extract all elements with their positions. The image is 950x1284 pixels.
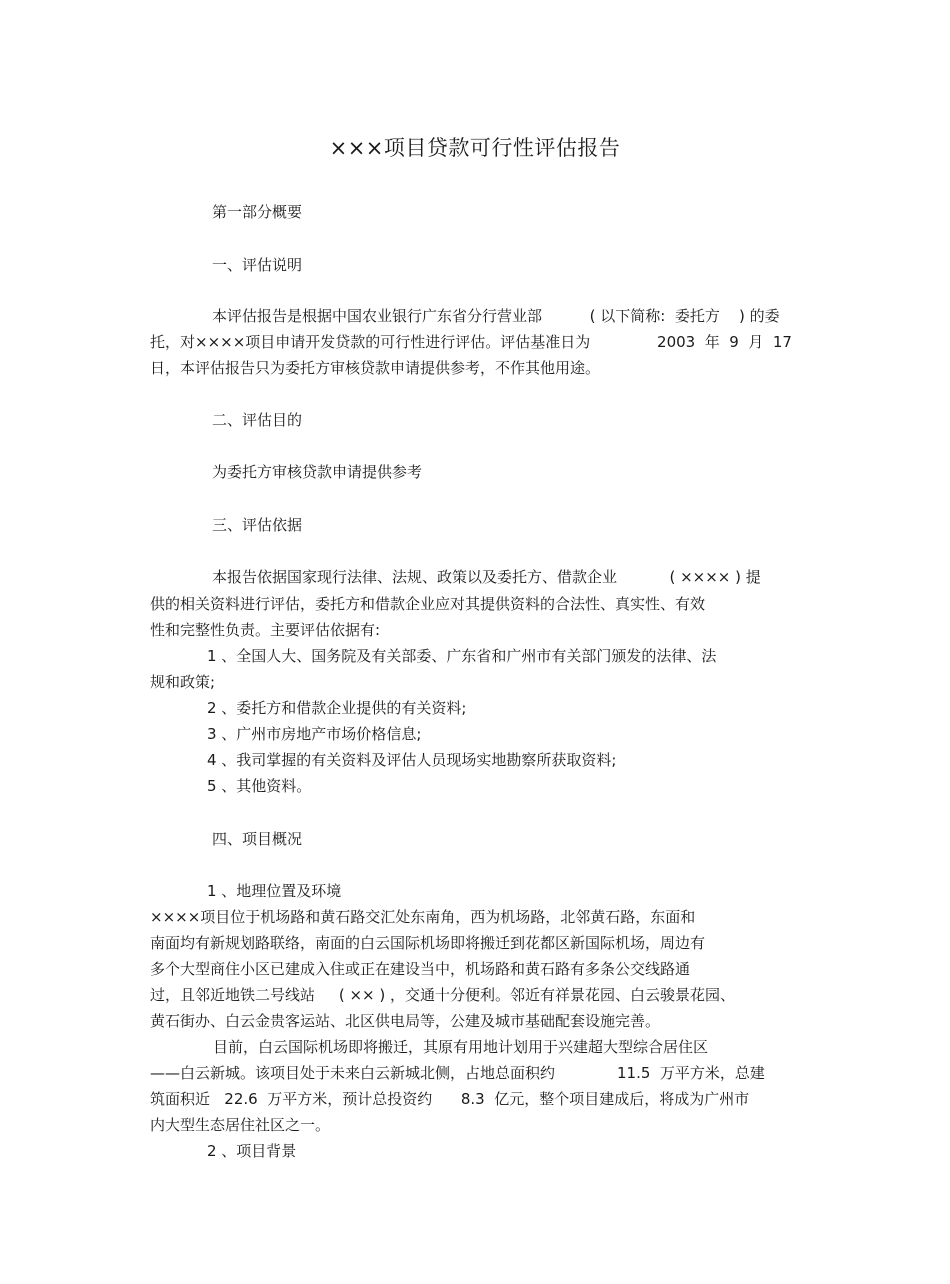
paragraph-line: 本评估报告是根据中国农业银行广东省分行营业部 ( 以下简称: 委托方 ) 的委 — [212, 307, 780, 325]
paragraph-line: 目前，白云国际机场即将搬迁，其原有用地计划用于兴建超大型综合居住区 — [213, 1038, 709, 1056]
paragraph-line: 内大型生态居住社区之一。 — [150, 1116, 331, 1134]
list-item: 1 、全国人大、国务院及有关部委、广东省和广州市有关部门颁发的法律、法 — [207, 647, 717, 665]
document-title: ×××项目贷款可行性评估报告 — [329, 136, 621, 160]
paragraph-line: 日，本评估报告只为委托方审核贷款申请提供参考，不作其他用途。 — [150, 359, 601, 377]
section-heading-evaluation-purpose: 二、评估目的 — [212, 411, 303, 429]
paragraph-line: 筑面积近 22.6 万平方米，预计总投资约 8.3 亿元，整个项目建成后，将成为广州市 — [150, 1090, 750, 1108]
paragraph-line: 多个大型商住小区已建成入住或正在建设当中，机场路和黄石路有多条公交线路通 — [150, 960, 691, 978]
paragraph-line: 过，且邻近地铁二号线站 ( ×× ) ，交通十分便利。邻近有祥景花园、白云骏景花园、 — [150, 986, 735, 1004]
part-heading: 第一部分概要 — [212, 203, 303, 221]
paragraph-line: 为委托方审核贷款申请提供参考 — [212, 463, 423, 481]
subsection-heading-project-background: 2 、项目背景 — [207, 1142, 297, 1160]
paragraph-line: 托，对××××项目申请开发贷款的可行性进行评估。评估基准日为 2003 年 9 月 17 — [150, 333, 792, 351]
paragraph-line: ——白云新城。该项目处于未来白云新城北侧，占地总面积约 11.5 万平方米，总建 — [150, 1064, 765, 1082]
list-item: 4 、我司掌握的有关资料及评估人员现场实地勘察所获取资料; — [207, 751, 617, 769]
paragraph-line: ××××项目位于机场路和黄石路交汇处东南角，西为机场路，北邻黄石路，东面和 — [150, 908, 696, 926]
section-heading-evaluation-notes: 一、评估说明 — [212, 256, 303, 274]
paragraph-line: 性和完整性负责。主要评估依据有: — [150, 621, 381, 639]
paragraph-line: 供的相关资料进行评估，委托方和借款企业应对其提供资料的合法性、真实性、有效 — [150, 595, 706, 613]
list-item: 3 、广州市房地产市场价格信息; — [207, 725, 422, 743]
section-heading-project-overview: 四、项目概况 — [212, 830, 303, 848]
paragraph-line: 黄石街办、白云金贵客运站、北区供电局等，公建及城市基础配套设施完善。 — [150, 1012, 661, 1030]
subsection-heading-location: 1 、地理位置及环境 — [207, 882, 342, 900]
section-heading-evaluation-basis: 三、评估依据 — [212, 516, 303, 534]
list-item: 2 、委托方和借款企业提供的有关资料; — [207, 699, 467, 717]
list-item: 5 、其他资料。 — [207, 777, 312, 795]
list-item-continuation: 规和政策; — [150, 673, 216, 691]
paragraph-line: 南面均有新规划路联络，南面的白云国际机场即将搬迁到花都区新国际机场，周边有 — [150, 934, 706, 952]
paragraph-line: 本报告依据国家现行法律、法规、政策以及委托方、借款企业 ( ×××× ) 提 — [212, 568, 761, 586]
